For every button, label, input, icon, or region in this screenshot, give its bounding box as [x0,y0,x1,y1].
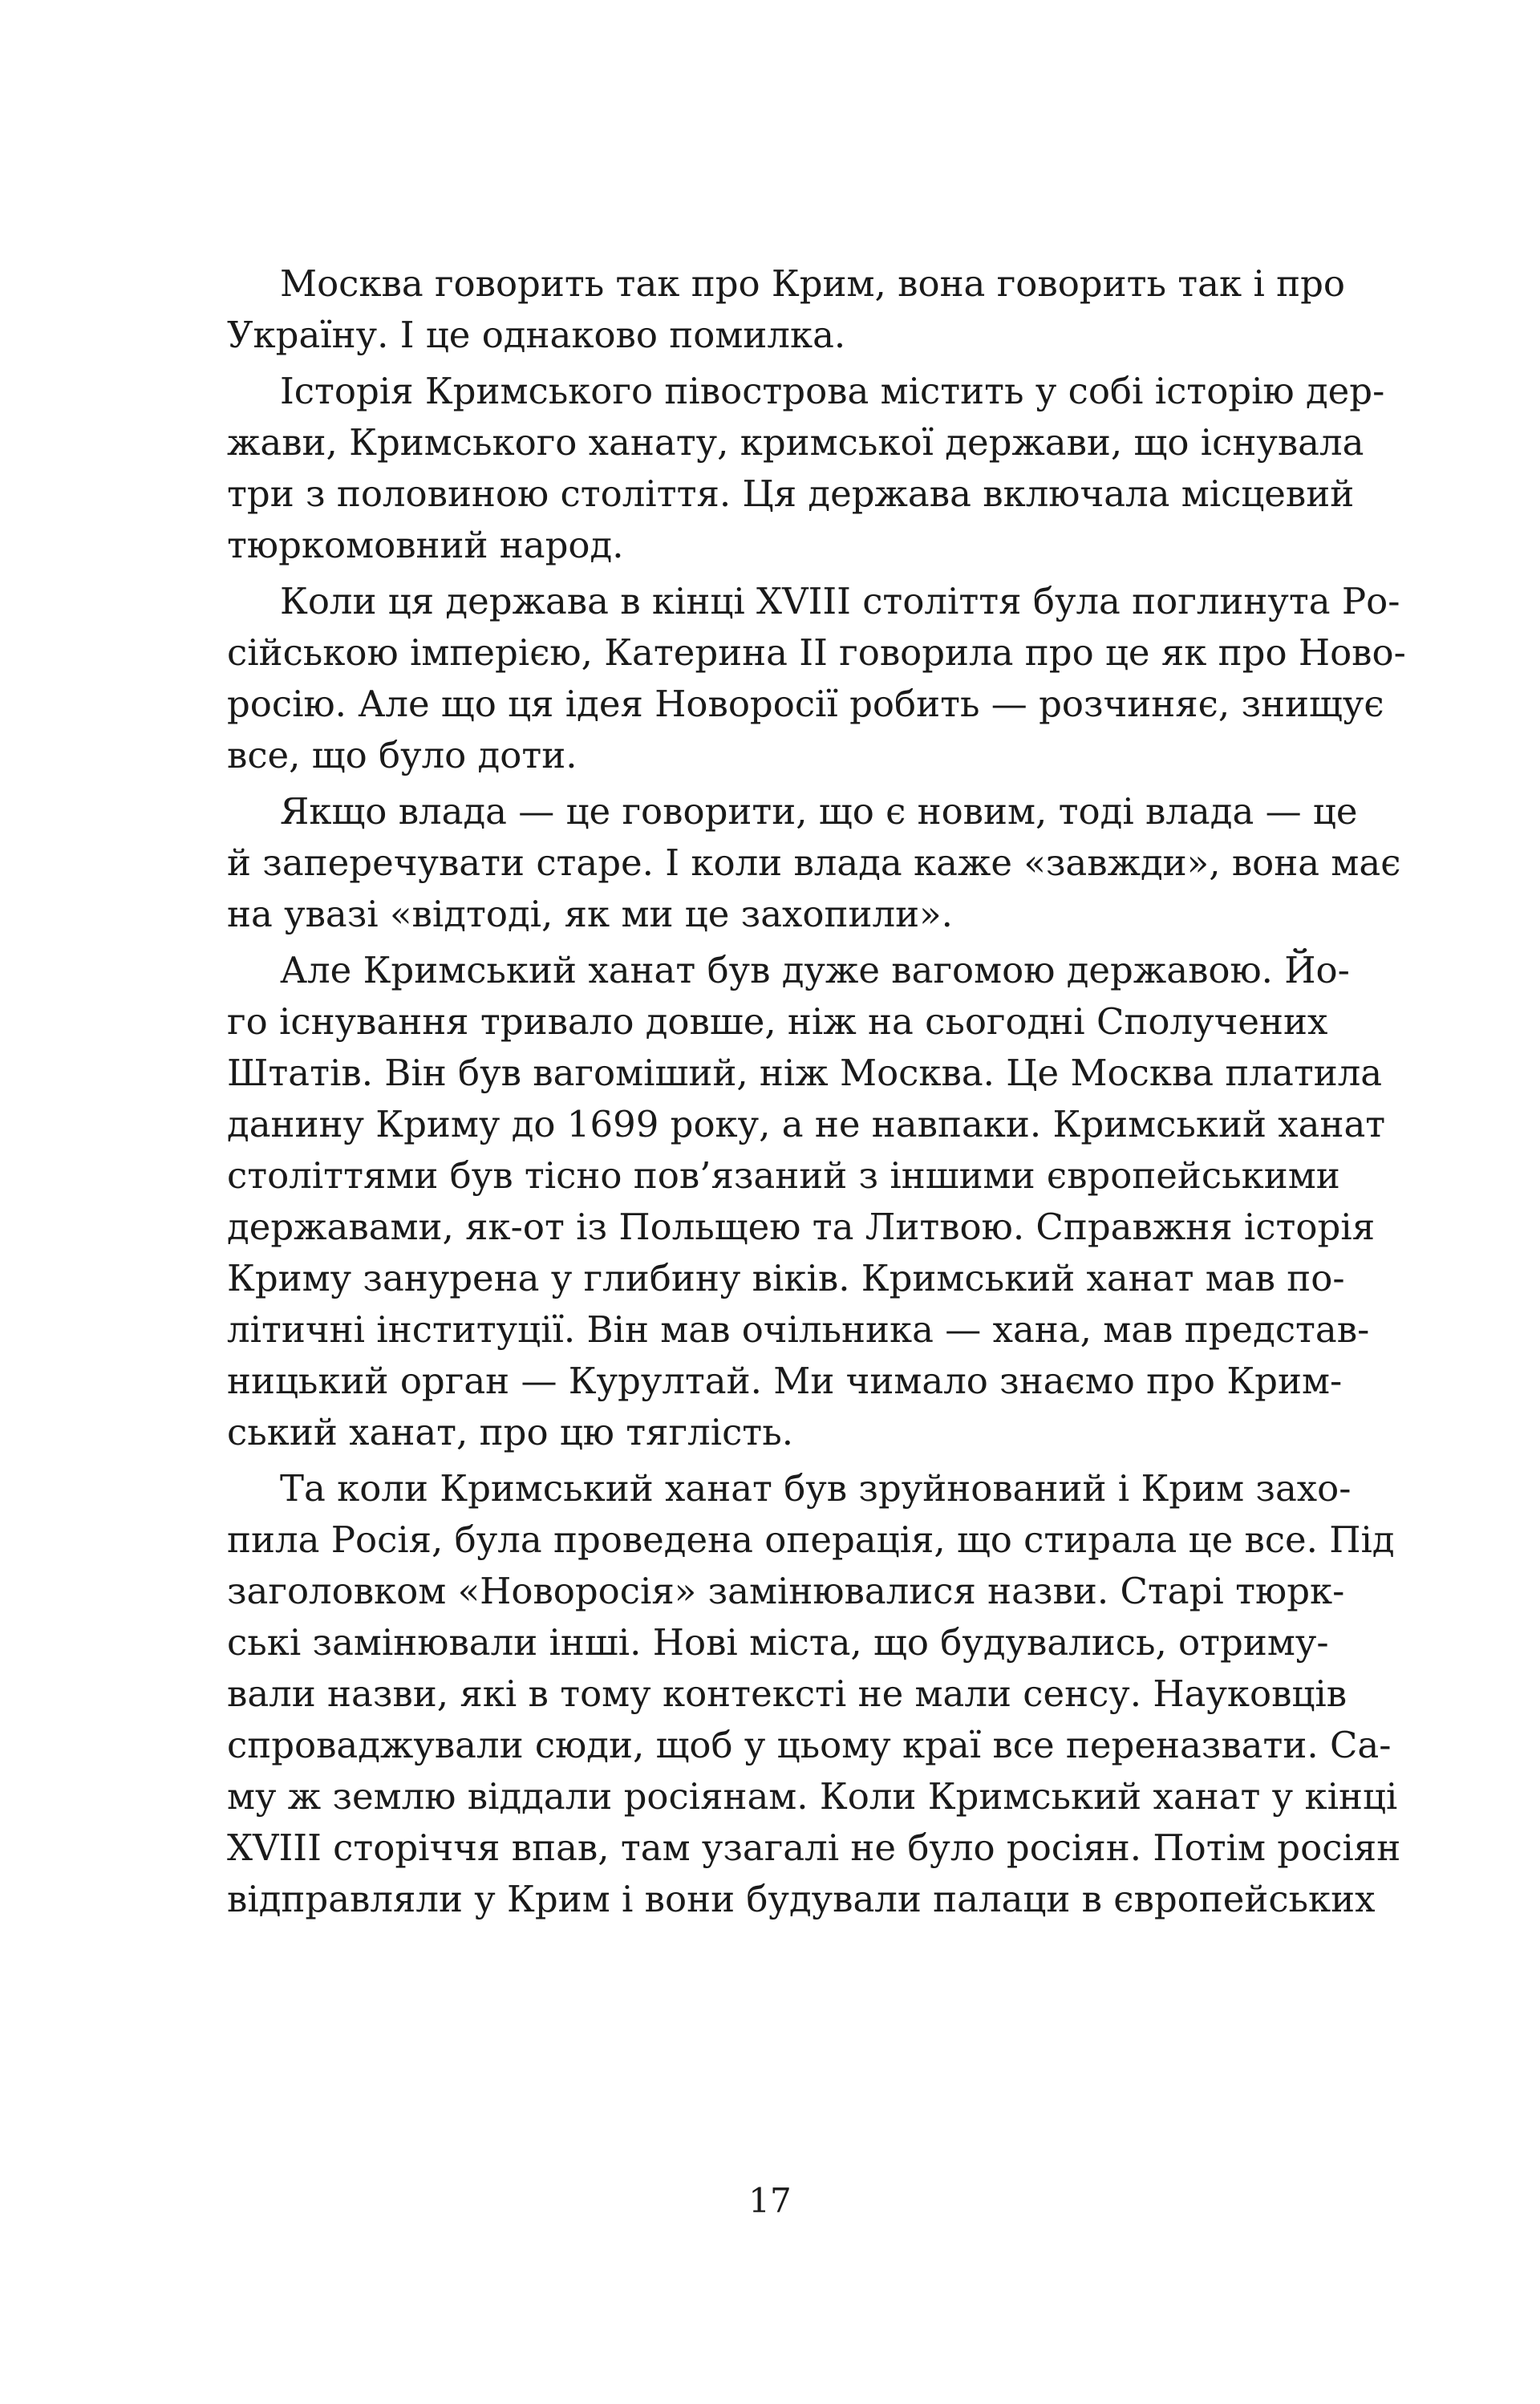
text-line: пила Росія, була проведена операція, що стирала це все. Під [227,1518,1395,1561]
text-line: літичні інституції. Він мав очільника — хана, мав представ- [227,1308,1370,1351]
text-line: Історія Кримського півострова містить у собі історію дер- [280,370,1385,412]
text-line: Штатів. Він був вагоміший, ніж Москва. Це Москва платила [227,1052,1383,1094]
text-line: заголовком «Новоросія» замінювалися назви. Старі тюрк- [227,1570,1345,1612]
text-line: XVIII сторіччя впав, там узагалі не було росіян. Потім росіян [227,1826,1401,1869]
paragraph-5 [227,945,1386,1458]
text-line: ські замінювали інші. Нові міста, що будувались, отриму- [227,1621,1329,1664]
text-line: ницький орган — Курултай. Ми чимало знаємо про Крим- [227,1360,1343,1402]
text-line: століттями був тісно пов’язаний з іншими європейськими [227,1154,1340,1197]
text-line: державами, як-от із Польщею та Литвою. Справжня історія [227,1206,1376,1248]
page-number: 17 [748,2181,792,2220]
text-line: Москва говорить так про Крим, вона говорить так і про [280,262,1346,305]
text-line: данину Криму до 1699 року, а не навпаки. Кримський ханат [227,1103,1386,1145]
text-line: Та коли Кримський ханат був зруйнований і Крим захо- [280,1467,1352,1510]
text-line: Але Кримський ханат був дуже вагомою державою. Йо- [280,949,1350,991]
paragraph-1 [227,258,1346,361]
text-line: відправляли у Крим і вони будували палаци в європейських [227,1878,1376,1920]
text-line: му ж землю віддали росіянам. Коли Кримський ханат у кінці [227,1775,1398,1818]
text-line: три з половиною століття. Ця держава включала місцевий [227,472,1355,515]
body-text [227,258,1406,1930]
text-line: тюркомовний народ. [227,524,624,566]
text-line: Якщо влада — це говорити, що є новим, тоді влада — це [280,790,1358,833]
text-line: спроваджували сюди, щоб у цьому краї все переназвати. Са- [227,1724,1392,1766]
text-line: сійською імперією, Катерина ІІ говорила про це як про Ново- [227,631,1406,674]
paragraph-2 [227,366,1385,571]
paragraph-3 [227,576,1406,781]
paragraph-6 [227,1463,1401,1925]
text-line: вали назви, які в тому контексті не мали сенсу. Науковців [227,1672,1348,1715]
text-line: все, що було доти. [227,734,578,776]
text-line: росію. Але що ця ідея Новоросії робить — розчиняє, знищує [227,683,1384,725]
text-line: Коли ця держава в кінці XVIII століття була поглинута Ро- [280,580,1400,622]
text-line: Україну. І це однаково помилка. [227,314,846,356]
text-line: ський ханат, про цю тяглість. [227,1411,794,1453]
text-line: жави, Кримського ханату, кримської держави, що існувала [227,421,1364,464]
text-line: го існування тривало довше, ніж на сьогодні Сполучених [227,1000,1328,1043]
text-line: й заперечувати старе. І коли влада каже «завжди», вона має [227,841,1401,884]
paragraph-4 [227,786,1401,940]
text-line: на увазі «відтоді, як ми це захопили». [227,893,953,935]
text-line: Криму занурена у глибину віків. Кримський ханат мав по- [227,1257,1345,1299]
